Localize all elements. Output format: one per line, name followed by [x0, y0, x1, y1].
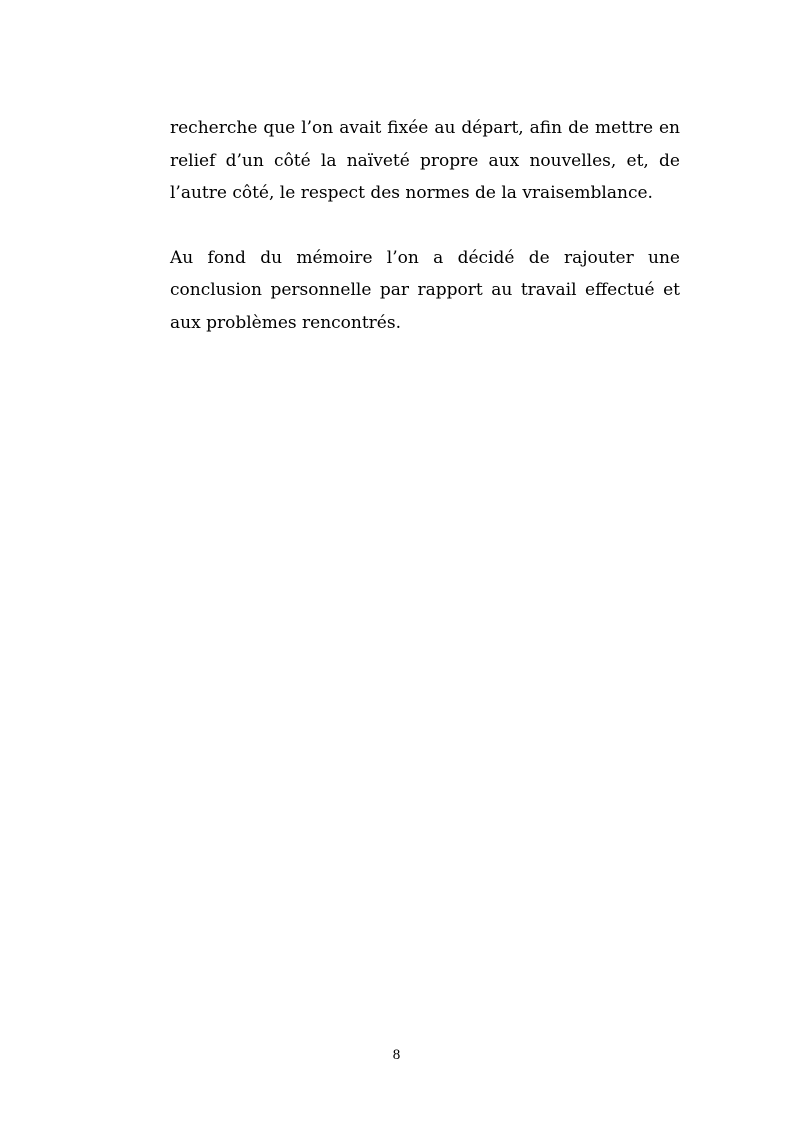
page-number: 8	[392, 1047, 401, 1063]
body-text	[170, 112, 680, 339]
paragraph-1: recherche que l’on avait fixée au départ, afin de mettre en relief d’un côté la naïveté propre aux nouvelles, et, de l’autre côté, le respect des normes de la vraisemblance.	[170, 118, 680, 203]
paragraph-2: Au fond du mémoire l’on a décidé de rajouter une conclusion personnelle par rapport au travail effectué et aux problèmes rencontrés.	[170, 247, 680, 333]
